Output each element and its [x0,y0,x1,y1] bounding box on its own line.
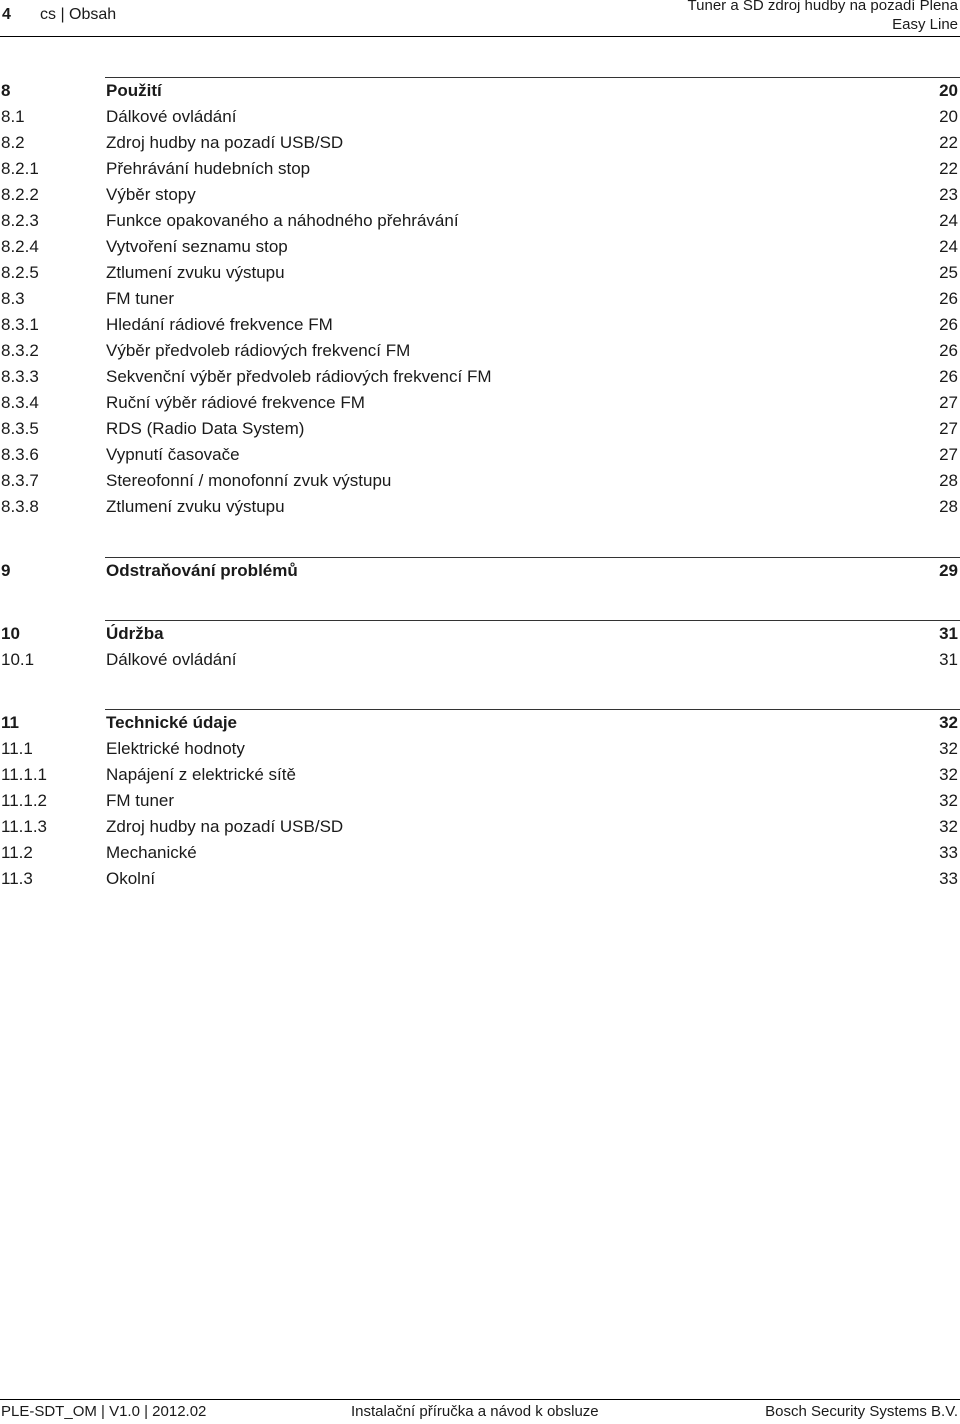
chapter-number: 11 [1,713,19,732]
chapter-page: 29 [939,561,958,580]
entry-page: 33 [939,843,958,862]
entry-page: 22 [939,133,958,152]
toc-entry-row[interactable] [0,494,960,520]
entry-number: 8.2.4 [1,237,39,256]
document-title-line2: Easy Line [892,16,958,33]
entry-title: Sekvenční výběr předvoleb rádiových frekvencí FM [106,367,492,386]
footer-document-id: PLE-SDT_OM | V1.0 | 2012.02 [1,1403,207,1420]
entry-page: 23 [939,185,958,204]
chapter-number: 10 [1,624,20,643]
toc-chapter-row[interactable] [0,558,960,584]
entry-page: 24 [939,237,958,256]
footer-company: Bosch Security Systems B.V. [765,1403,958,1420]
entry-page: 26 [939,315,958,334]
entry-number: 8.2.5 [1,263,39,282]
toc-entry-row[interactable] [0,814,960,840]
footer-document-type: Instalační příručka a návod k obsluze [351,1403,599,1420]
entry-title: Stereofonní / monofonní zvuk výstupu [106,471,392,490]
toc-entry-row[interactable] [0,736,960,762]
entry-number: 8.3.2 [1,341,39,360]
toc-entry-row[interactable] [0,390,960,416]
entry-page: 26 [939,367,958,386]
entry-title: Zdroj hudby na pozadí USB/SD [106,133,344,152]
toc-chapter-row[interactable] [0,710,960,736]
entry-number: 8.3 [1,289,25,308]
entry-title: Dálkové ovládání [106,107,237,126]
toc-entry-row[interactable] [0,468,960,494]
toc-entry-row[interactable] [0,762,960,788]
chapter-page: 31 [939,624,958,643]
entry-title: Vytvoření seznamu stop [106,237,288,256]
entry-title: RDS (Radio Data System) [106,419,305,438]
page-footer [0,1399,960,1424]
toc-entry-row[interactable] [0,338,960,364]
chapter-title: Použití [106,81,162,100]
entry-number: 8.3.1 [1,315,39,334]
chapter-number: 8 [1,81,11,100]
toc-entry-row[interactable] [0,208,960,234]
chapter-page: 20 [939,81,958,100]
toc-entry-row[interactable] [0,312,960,338]
entry-page: 26 [939,341,958,360]
entry-number: 11.3 [1,869,33,888]
toc-entry-row[interactable] [0,234,960,260]
entry-title: FM tuner [106,791,175,810]
entry-number: 8.3.8 [1,497,39,516]
entry-number: 8.3.4 [1,393,39,412]
chapter-title: Údržba [106,624,164,643]
entry-title: Mechanické [106,843,197,862]
entry-title: Ztlumení zvuku výstupu [106,263,285,282]
document-title-line1: Tuner a SD zdroj hudby na pozadí Plena [687,0,958,14]
toc-entry-row[interactable] [0,130,960,156]
entry-page: 32 [939,791,958,810]
entry-number: 8.2 [1,133,25,152]
entry-number: 8.2.2 [1,185,39,204]
entry-number: 8.2.1 [1,159,39,178]
entry-page: 28 [939,497,958,516]
entry-page: 27 [939,445,958,464]
entry-title: Elektrické hodnoty [106,739,245,758]
entry-page: 31 [939,650,958,669]
entry-number: 8.3.7 [1,471,39,490]
toc-entry-row[interactable] [0,104,960,130]
entry-page: 33 [939,869,958,888]
entry-number: 11.2 [1,843,33,862]
toc-entry-row[interactable] [0,416,960,442]
toc-entry-row[interactable] [0,286,960,312]
entry-title: Zdroj hudby na pozadí USB/SD [106,817,344,836]
page-header [0,0,960,37]
entry-title: Napájení z elektrické sítě [106,765,296,784]
entry-page: 32 [939,739,958,758]
entry-number: 8.3.5 [1,419,39,438]
entry-page: 28 [939,471,958,490]
toc-entry-row[interactable] [0,866,960,892]
entry-title: Výběr stopy [106,185,196,204]
entry-title: Přehrávání hudebních stop [106,159,311,178]
entry-page: 27 [939,393,958,412]
entry-title: Funkce opakovaného a náhodného přehrávání [106,211,459,230]
entry-number: 8.2.3 [1,211,39,230]
entry-page: 27 [939,419,958,438]
entry-number: 11.1.2 [1,791,48,810]
toc-entry-row[interactable] [0,182,960,208]
toc-entry-row[interactable] [0,364,960,390]
entry-title: Ruční výběr rádiové frekvence FM [106,393,365,412]
toc-entry-row[interactable] [0,647,960,673]
chapter-number: 9 [1,561,11,580]
entry-page: 20 [939,107,958,126]
entry-number: 8.3.3 [1,367,39,386]
document-title [688,0,958,34]
toc-entry-row[interactable] [0,156,960,182]
entry-page: 25 [939,263,958,282]
section-label: cs | Obsah [40,6,117,23]
entry-page: 22 [939,159,958,178]
toc-entry-row[interactable] [0,840,960,866]
toc-chapter-row[interactable] [0,621,960,647]
toc-entry-row[interactable] [0,260,960,286]
chapter-title: Odstraňování problémů [106,561,298,580]
entry-title: Výběr předvoleb rádiových frekvencí FM [106,341,411,360]
entry-title: Okolní [106,869,156,888]
entry-title: Hledání rádiové frekvence FM [106,315,333,334]
entry-title: Ztlumení zvuku výstupu [106,497,285,516]
entry-page: 26 [939,289,958,308]
toc-entry-row[interactable] [0,788,960,814]
entry-page: 24 [939,211,958,230]
entry-title: Dálkové ovládání [106,650,237,669]
chapter-title: Technické údaje [106,713,238,732]
entry-number: 11.1 [1,739,33,758]
entry-page: 32 [939,817,958,836]
entry-number: 8.1 [1,107,25,126]
toc-chapter-row[interactable] [0,78,960,104]
entry-number: 10.1 [1,650,35,669]
toc-entry-row[interactable] [0,442,960,468]
entry-title: FM tuner [106,289,175,308]
entry-number: 8.3.6 [1,445,39,464]
entry-number: 11.1.3 [1,817,48,836]
entry-page: 32 [939,765,958,784]
entry-title: Vypnutí časovače [106,445,240,464]
entry-number: 11.1.1 [1,765,48,784]
page-number: 4 [2,6,11,23]
chapter-page: 32 [939,713,958,732]
